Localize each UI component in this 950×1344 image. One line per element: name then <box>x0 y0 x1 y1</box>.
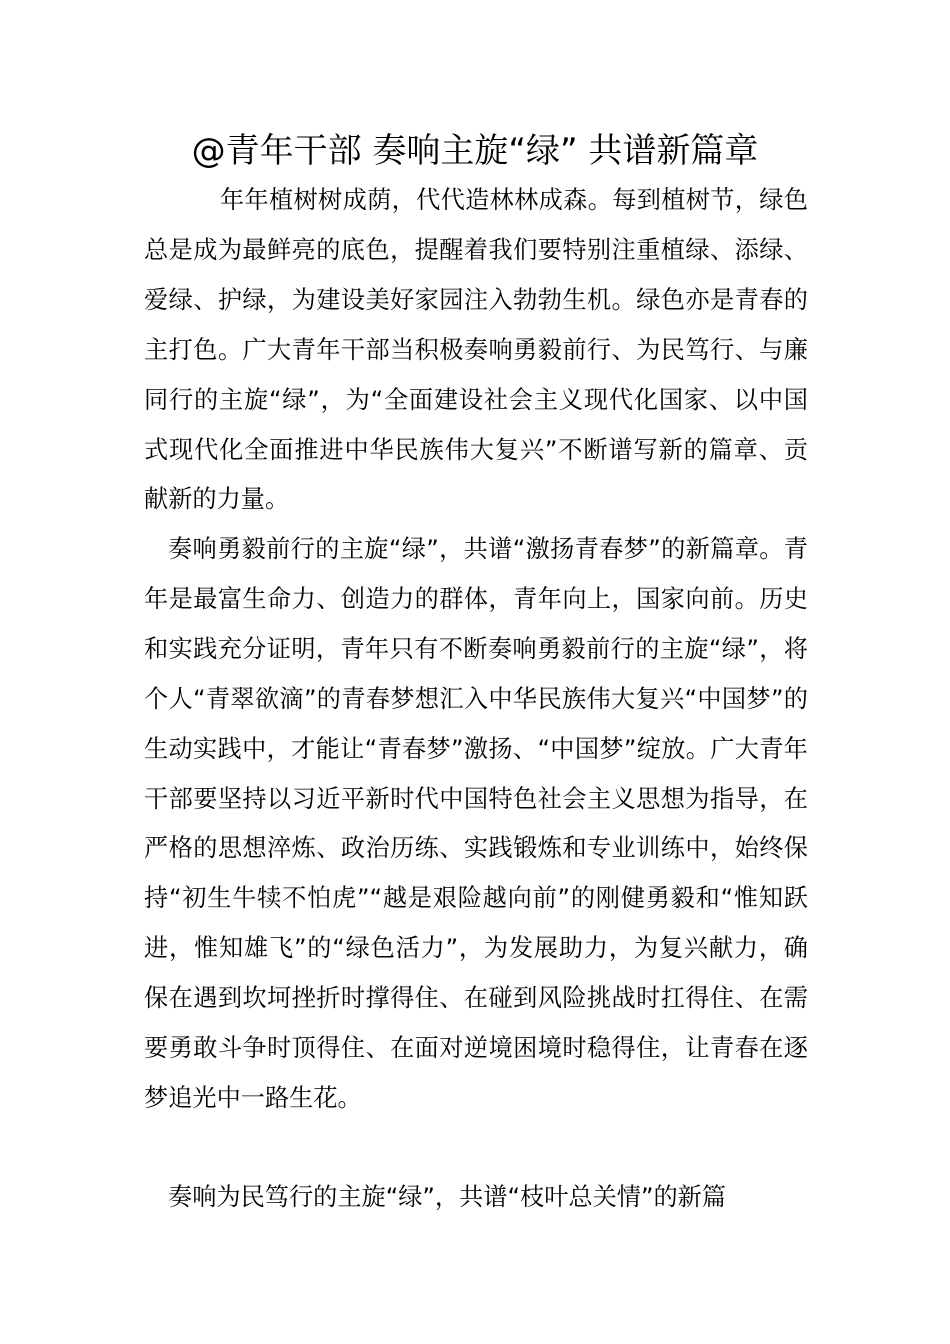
paragraph-intro: 年年植树树成荫，代代造林林成森。每到植树节，绿色总是成为最鲜亮的底色，提醒着我们要特别注重植绿、添绿、爱绿、护绿，为建设美好家园注入勃勃生机。绿色亦是青春的主打色。广大青年干部当积极奏响勇毅前行、为民笃行、与廉同行的主旋“绿”，为“全面建设社会主义现代化国家、以中国式现代化全面推进中华民族伟大复兴”不断谱写新的篇章、贡献新的力量。 <box>144 186 808 514</box>
paragraph-people: 奏响为民笃行的主旋“绿”，共谱“枝叶总关情”的新篇 <box>168 1183 727 1211</box>
paragraph-brave: 奏响勇毅前行的主旋“绿”，共谱“激扬青春梦”的新篇章。青年是最富生命力、创造力的群体，青年向上，国家向前。历史和实践充分证明，青年只有不断奏响勇毅前行的主旋“绿”，将个人“青翠欲滴”的青春梦想汇入中华民族伟大复兴“中国梦”的生动实践中，才能让“青春梦”激扬、“中国梦”绽放。广大青年干部要坚持以习近平新时代中国特色社会主义思想为指导，在严格的思想淬炼、政治历练、实践锻炼和专业训练中，始终保持“初生牛犊不怕虎”“越是艰险越向前”的刚健勇毅和“惟知跃进，惟知雄飞”的“绿色活力”，为发展助力，为复兴献力，确保在遇到坎坷挫折时撑得住、在碰到风险挑战时扛得住、在需要勇敢斗争时顶得住、在面对逆境困境时稳得住，让青春在逐梦追光中一路生花。 <box>144 535 808 1112</box>
document-title: @青年干部 奏响主旋“绿” 共谱新篇章 <box>191 131 759 171</box>
